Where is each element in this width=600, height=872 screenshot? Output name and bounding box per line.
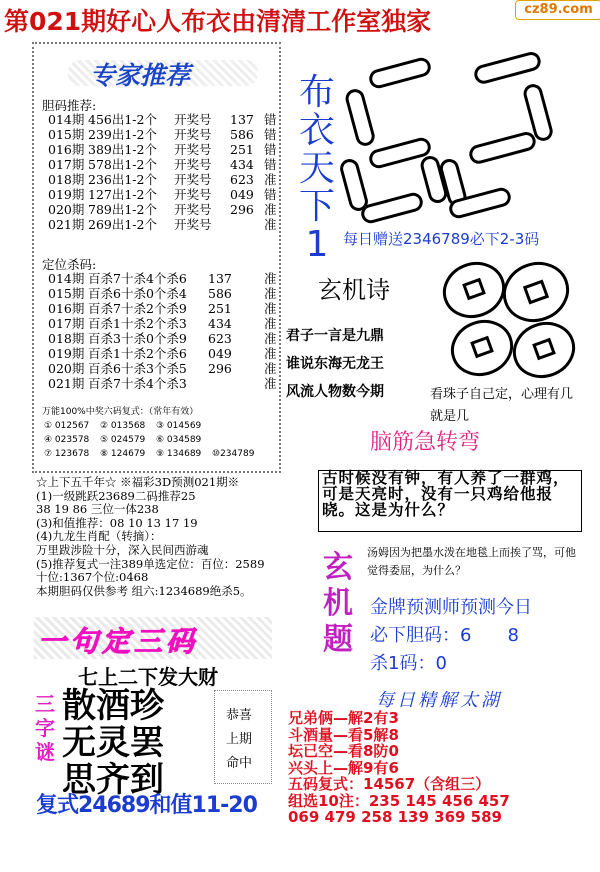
table-cell: 百杀1十杀2个杀6 bbox=[88, 346, 187, 361]
table-cell: 456出1-2个 bbox=[88, 112, 157, 127]
list-item: 五码复式：14567（含组三） bbox=[288, 775, 491, 793]
daily-solution-title: 每日精解太湖 bbox=[376, 690, 502, 711]
table-row bbox=[48, 112, 277, 127]
table-cell: 准 bbox=[264, 202, 277, 217]
fuxuan-item: ⑨ 134689 bbox=[156, 449, 202, 459]
table-cell: 389出1-2个 bbox=[88, 142, 157, 157]
table-cell: 准 bbox=[264, 301, 277, 316]
table-cell: 百杀3十杀0个杀9 bbox=[88, 331, 187, 346]
congrats-line: 恭喜 bbox=[226, 708, 253, 723]
poem-title: 玄机诗 bbox=[318, 276, 390, 304]
riddle-word: 思齐到 bbox=[62, 760, 164, 800]
fuxuan-item: ⑧ 124679 bbox=[100, 449, 146, 459]
table-row bbox=[48, 172, 277, 187]
congrats-box bbox=[214, 690, 272, 784]
gold-prediction bbox=[370, 594, 532, 678]
table-cell: 017期 bbox=[48, 157, 85, 172]
fuxuan-item: ⑤ 024579 bbox=[100, 435, 146, 445]
riddle-word: 散酒珍 bbox=[62, 686, 164, 726]
riddle-title: 七上二下发大财 bbox=[78, 665, 218, 689]
table-row bbox=[48, 361, 277, 376]
coin-caption: 看珠子自己定，心理有几就是几 bbox=[430, 387, 574, 424]
table-cell: 开奖号 bbox=[174, 217, 212, 232]
table-cell: 015期 bbox=[48, 286, 85, 301]
table-cell: 百杀6十杀3个杀5 bbox=[88, 361, 187, 376]
fuxuan-item: ① 012567 bbox=[44, 421, 90, 431]
puzzle-title bbox=[323, 550, 357, 658]
table-row bbox=[48, 316, 277, 331]
prediction-text bbox=[36, 476, 265, 598]
table-cell: 251 bbox=[230, 142, 254, 157]
table-cell: 开奖号 bbox=[174, 157, 212, 172]
table-cell: 434 bbox=[208, 316, 232, 331]
fuxuan-item: ⑦ 123678 bbox=[44, 449, 90, 459]
riddle-words bbox=[62, 688, 164, 799]
yiju-title: 一句定三码 bbox=[38, 625, 199, 658]
text-line: (4)九龙生肖配（转摘）： bbox=[36, 529, 162, 544]
list-item: 兴头上—解9有6 bbox=[288, 758, 399, 777]
table-cell: 014期 bbox=[48, 271, 85, 286]
table-cell: 014期 bbox=[48, 112, 85, 127]
table-cell: 236出1-2个 bbox=[88, 172, 157, 187]
table-cell: 016期 bbox=[48, 301, 85, 316]
list-item bbox=[44, 447, 254, 461]
table-row bbox=[48, 331, 277, 346]
table-cell: 623 bbox=[208, 331, 232, 346]
dan-label: 胆码推荐: bbox=[42, 98, 97, 113]
table-cell: 020期 bbox=[48, 361, 85, 376]
table-cell: 准 bbox=[264, 361, 277, 376]
fuxuan-item: ④ 023578 bbox=[44, 435, 90, 445]
table-row bbox=[48, 346, 277, 361]
fuxuan-item: ⑩234789 bbox=[212, 449, 255, 459]
table-cell: 434 bbox=[230, 157, 254, 172]
table-cell: 789出1-2个 bbox=[88, 202, 157, 217]
dan-table bbox=[48, 112, 277, 232]
table-cell: 百杀7十杀4个杀6 bbox=[88, 271, 187, 286]
text-line: ☆上下五千年☆ ※福彩3D预测021期※ bbox=[36, 475, 240, 489]
poem-line: 风流人物数今期 bbox=[286, 384, 384, 400]
table-cell: 018期 bbox=[48, 172, 85, 187]
site-logo[interactable]: cz89.com bbox=[515, 0, 600, 20]
table-cell: 020期 bbox=[48, 202, 85, 217]
sanzi-label: 三字谜 bbox=[35, 692, 55, 764]
table-row bbox=[48, 217, 277, 232]
table-cell: 开奖号 bbox=[174, 187, 212, 202]
puzzle-text: 汤姆因为把墨水泼在地毯上而挨了骂，可他觉得委屈，为什么？ bbox=[367, 546, 576, 577]
buyi-title bbox=[298, 74, 336, 264]
coins-graphic bbox=[426, 252, 586, 392]
text-line: 38 19 86 三位一体238 bbox=[36, 502, 159, 517]
prediction-line: 杀1码：0 bbox=[370, 653, 447, 674]
table-cell: 017期 bbox=[48, 316, 85, 331]
fuxuan-list bbox=[42, 419, 254, 461]
text-line: (3)和值推荐：08 10 13 17 19 bbox=[36, 515, 198, 530]
table-cell: 开奖号 bbox=[174, 202, 212, 217]
table-row bbox=[48, 376, 277, 391]
table-cell: 百杀7十杀4个杀3 bbox=[88, 376, 187, 391]
table-row bbox=[48, 301, 277, 316]
text-line: 万里跋涉险十分，深入民间西游魂 bbox=[36, 542, 209, 557]
prediction-line: 必下胆码：6 8 bbox=[370, 625, 519, 646]
table-cell: 准 bbox=[264, 376, 277, 391]
table-cell: 586 bbox=[208, 286, 232, 301]
table-cell: 准 bbox=[264, 346, 277, 361]
congrats-line: 上期 bbox=[226, 732, 253, 747]
table-cell: 623 bbox=[230, 172, 254, 187]
kill-table bbox=[48, 271, 277, 391]
fuxuan-item: ② 013568 bbox=[100, 421, 146, 431]
brain-teaser-title: 脑筋急转弯 bbox=[370, 430, 481, 455]
table-cell: 准 bbox=[264, 217, 277, 232]
table-cell: 049 bbox=[230, 187, 254, 202]
table-cell: 准 bbox=[264, 172, 277, 187]
table-cell: 准 bbox=[264, 286, 277, 301]
list-item: 069 479 258 139 369 589 bbox=[288, 808, 502, 826]
table-cell: 015期 bbox=[48, 127, 85, 142]
table-cell: 127出1-2个 bbox=[88, 187, 157, 202]
fuxuan-section bbox=[42, 405, 254, 461]
text-line: 十位:1367个位:0468 bbox=[36, 570, 149, 585]
table-cell: 239出1-2个 bbox=[88, 127, 157, 142]
solution-list bbox=[288, 710, 510, 826]
table-cell: 016期 bbox=[48, 142, 85, 157]
table-cell: 开奖号 bbox=[174, 127, 212, 142]
table-cell: 百杀1十杀2个杀3 bbox=[88, 316, 187, 331]
list-item bbox=[44, 433, 254, 447]
table-cell: 018期 bbox=[48, 331, 85, 346]
congrats-line: 命中 bbox=[226, 756, 253, 771]
table-cell: 269出1-2个 bbox=[88, 217, 157, 232]
table-cell: 296 bbox=[208, 361, 232, 376]
table-cell: 019期 bbox=[48, 346, 85, 361]
list-item: 组选10注：235 145 456 457 bbox=[288, 791, 510, 810]
fuxuan-title: 万能100%中奖六码复式：（常年有效） bbox=[42, 407, 199, 417]
fushi-line: 复式24689和值11-20 bbox=[36, 793, 257, 818]
table-cell: 开奖号 bbox=[174, 142, 212, 157]
table-cell: 错 bbox=[264, 187, 277, 202]
table-cell: 578出1-2个 bbox=[88, 157, 157, 172]
table-row bbox=[48, 202, 277, 217]
list-item: 兄弟俩—解2有3 bbox=[288, 709, 399, 727]
poem bbox=[286, 322, 384, 406]
table-row bbox=[48, 187, 277, 202]
table-cell: 021期 bbox=[48, 376, 85, 391]
table-cell: 百杀6十杀0个杀4 bbox=[88, 286, 187, 301]
list-item bbox=[44, 419, 254, 433]
poem-line: 君子一言是九鼎 bbox=[286, 328, 384, 344]
text-line: (1)一级跳跃23689二码推荐25 bbox=[36, 488, 196, 503]
table-cell: 准 bbox=[264, 316, 277, 331]
table-cell: 百杀7十杀2个杀9 bbox=[88, 301, 187, 316]
table-cell: 错 bbox=[264, 142, 277, 157]
list-item: 坛已空—看8防0 bbox=[288, 742, 399, 760]
text-line: (5)推荐复式一注389单选定位：百位：2589 bbox=[36, 556, 265, 571]
poem-line: 谁说东海无龙王 bbox=[286, 356, 384, 372]
kill-label: 定位杀码: bbox=[42, 257, 97, 272]
text-line: 本期胆码仅供参考 组六:1234689绝杀5。 bbox=[36, 583, 252, 598]
prediction-line: 金牌预测师预测今日 bbox=[370, 597, 532, 618]
list-item: 斗酒量—看5解8 bbox=[288, 725, 399, 744]
table-cell: 开奖号 bbox=[174, 112, 212, 127]
table-cell: 586 bbox=[230, 127, 254, 142]
fuxuan-item: ⑥ 034589 bbox=[156, 435, 202, 445]
table-cell: 错 bbox=[264, 127, 277, 142]
table-row bbox=[48, 127, 277, 142]
table-row bbox=[48, 157, 277, 172]
riddle-text: 古时候没有钟，有人养了一群鸡，可是天亮时，没有一只鸡给他报晓。这是为什么？ bbox=[322, 469, 570, 519]
page-title: 第021期好心人布衣由清清工作室独家 bbox=[4, 7, 432, 36]
riddle-word: 无灵罢 bbox=[62, 723, 164, 763]
table-cell: 021期 bbox=[48, 217, 85, 232]
expert-heading: 专家推荐 bbox=[90, 61, 191, 90]
table-cell: 错 bbox=[264, 112, 277, 127]
fuxuan-item: ③ 014569 bbox=[156, 421, 202, 431]
table-cell: 296 bbox=[230, 202, 254, 217]
table-cell: 开奖号 bbox=[174, 172, 212, 187]
puzzle-title-text: 玄机题 bbox=[323, 550, 353, 657]
buyi-text: 布衣天下1 bbox=[298, 72, 335, 265]
table-cell: 137 bbox=[230, 112, 254, 127]
table-cell: 251 bbox=[208, 301, 232, 316]
table-cell: 137 bbox=[208, 271, 232, 286]
big-digits-graphic bbox=[340, 45, 580, 225]
table-cell: 019期 bbox=[48, 187, 85, 202]
table-cell: 049 bbox=[208, 346, 232, 361]
table-cell: 准 bbox=[264, 331, 277, 346]
table-cell: 错 bbox=[264, 157, 277, 172]
table-cell: 准 bbox=[264, 271, 277, 286]
table-row bbox=[48, 286, 277, 301]
table-row bbox=[48, 142, 277, 157]
table-row bbox=[48, 271, 277, 286]
daily-gift: 每日赠送2346789必下2-3码 bbox=[343, 230, 540, 248]
